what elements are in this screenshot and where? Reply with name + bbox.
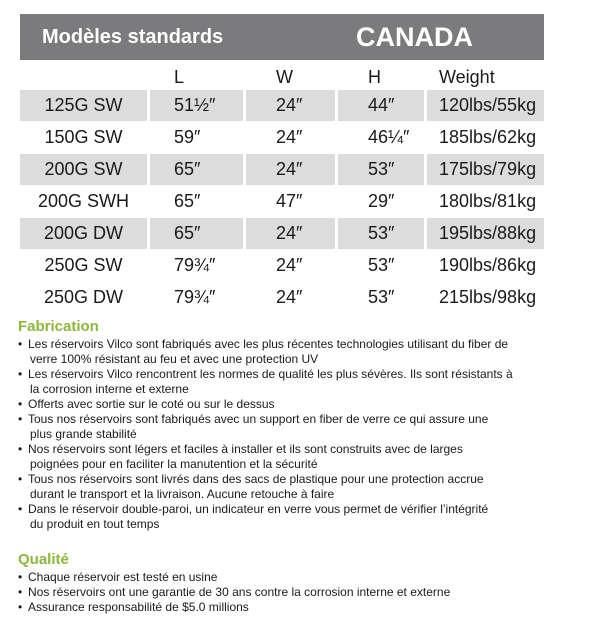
- width-cell: 24″: [276, 127, 303, 147]
- length-cell: 65″: [150, 218, 243, 249]
- column-header-length: L: [174, 67, 185, 87]
- fabrication-item: [18, 367, 578, 397]
- length-cell: 79¾″: [174, 287, 216, 307]
- model-cell: 250G DW: [43, 287, 124, 307]
- model-cell: 200G SWH: [37, 191, 130, 211]
- fabrication-item-continuation: la corrosion interne et externe: [30, 382, 189, 396]
- weight-cell: 215lbs/98kg: [439, 287, 537, 307]
- height-cell: 44″: [338, 90, 424, 121]
- weight-cell: 175lbs/79kg: [427, 154, 544, 185]
- fabrication-item: [18, 412, 578, 442]
- fabrication-section: [18, 318, 578, 532]
- length-cell: 65″: [150, 154, 243, 185]
- table-row: [20, 250, 544, 282]
- fabrication-item: [18, 337, 578, 367]
- qualite-list: [18, 570, 578, 615]
- fabrication-item: [18, 502, 578, 532]
- qualite-heading: Qualité: [18, 551, 69, 568]
- weight-cell: 120lbs/55kg: [427, 90, 544, 121]
- table-row: [20, 218, 544, 250]
- model-cell: 150G SW: [44, 127, 123, 147]
- fabrication-item-continuation: verre 100% résistant au feu et avec une protection UV: [30, 352, 319, 366]
- height-cell: 53″: [368, 287, 395, 307]
- height-cell: 53″: [338, 154, 424, 185]
- fabrication-heading: Fabrication: [18, 318, 99, 335]
- height-cell: 29″: [368, 191, 395, 211]
- table-title-bar: [20, 14, 544, 60]
- qualite-item: • Nos réservoirs ont une garantie de 30 ans contre la corrosion interne et externe: [18, 585, 578, 600]
- length-cell: 79¾″: [174, 255, 216, 275]
- table-row: [20, 122, 544, 154]
- model-cell: 200G DW: [20, 218, 147, 249]
- fabrication-item-continuation: du produit en tout temps: [30, 517, 160, 531]
- fabrication-item-continuation: durant le transport et la livraison. Aucune retouche à faire: [30, 487, 335, 501]
- weight-cell: 190lbs/86kg: [439, 255, 537, 275]
- height-cell: 53″: [338, 218, 424, 249]
- fabrication-item: [18, 397, 578, 412]
- width-cell: 24″: [246, 218, 335, 249]
- table-row: [20, 90, 544, 122]
- table-row: [20, 282, 544, 314]
- qualite-section: [18, 551, 578, 615]
- width-cell: 24″: [246, 154, 335, 185]
- qualite-item: • Chaque réservoir est testé en usine: [18, 570, 578, 585]
- fabrication-item-line: • Offerts avec sortie sur le coté ou sur le dessus: [28, 397, 275, 411]
- model-cell: 250G SW: [44, 255, 123, 275]
- width-cell: 24″: [276, 255, 303, 275]
- fabrication-item: [18, 472, 578, 502]
- table-row: [20, 154, 544, 186]
- fabrication-item-line: • Dans le réservoir double-paroi, un indicateur en verre vous permet de vérifier l’intégrité: [28, 502, 489, 516]
- column-header-height: H: [368, 67, 381, 87]
- table-title: Modèles standards: [42, 26, 224, 48]
- column-header-width: W: [276, 67, 293, 87]
- qualite-item: • Assurance responsabilité de $5.0 millions: [18, 600, 578, 615]
- weight-cell: 195lbs/88kg: [427, 218, 544, 249]
- table-body: [20, 90, 544, 314]
- model-cell: 200G SW: [20, 154, 147, 185]
- width-cell: 24″: [276, 287, 303, 307]
- fabrication-item-line: • Les réservoirs Vilco rencontrent les normes de qualité les plus sévères. Ils sont résistants à: [28, 367, 513, 381]
- length-cell: 65″: [174, 191, 201, 211]
- region-title: CANADA: [356, 22, 473, 52]
- model-cell: 125G SW: [20, 90, 147, 121]
- fabrication-item-line: • Tous nos réservoirs sont fabriqués avec un support en fiber de verre ce qui assure une: [28, 412, 489, 426]
- fabrication-item-line: • Les réservoirs Vilco sont fabriqués avec les plus récentes technologies utilisant du fiber de: [28, 337, 509, 351]
- fabrication-item: [18, 442, 578, 472]
- height-cell: 53″: [368, 255, 395, 275]
- fabrication-item-line: • Nos réservoirs sont légers et faciles à installer et ils sont construits avec de larges: [28, 442, 463, 456]
- fabrication-item-continuation: poignées pour en faciliter la manutention et la sécurité: [30, 457, 318, 471]
- weight-cell: 185lbs/62kg: [439, 127, 537, 147]
- column-header-weight: Weight: [439, 67, 495, 87]
- fabrication-list: [18, 337, 578, 532]
- column-headers: [20, 60, 544, 90]
- fabrication-item-continuation: plus grande stabilité: [30, 427, 137, 441]
- spec-table: [20, 14, 544, 314]
- table-row: [20, 186, 544, 218]
- height-cell: 46¼″: [368, 127, 410, 147]
- fabrication-item-line: • Tous nos réservoirs sont livrés dans des sacs de plastique pour une protection accrue: [28, 472, 484, 486]
- length-cell: 59″: [174, 127, 201, 147]
- width-cell: 47″: [276, 191, 303, 211]
- weight-cell: 180lbs/81kg: [439, 191, 537, 211]
- length-cell: 51½″: [150, 90, 243, 121]
- width-cell: 24″: [246, 90, 335, 121]
